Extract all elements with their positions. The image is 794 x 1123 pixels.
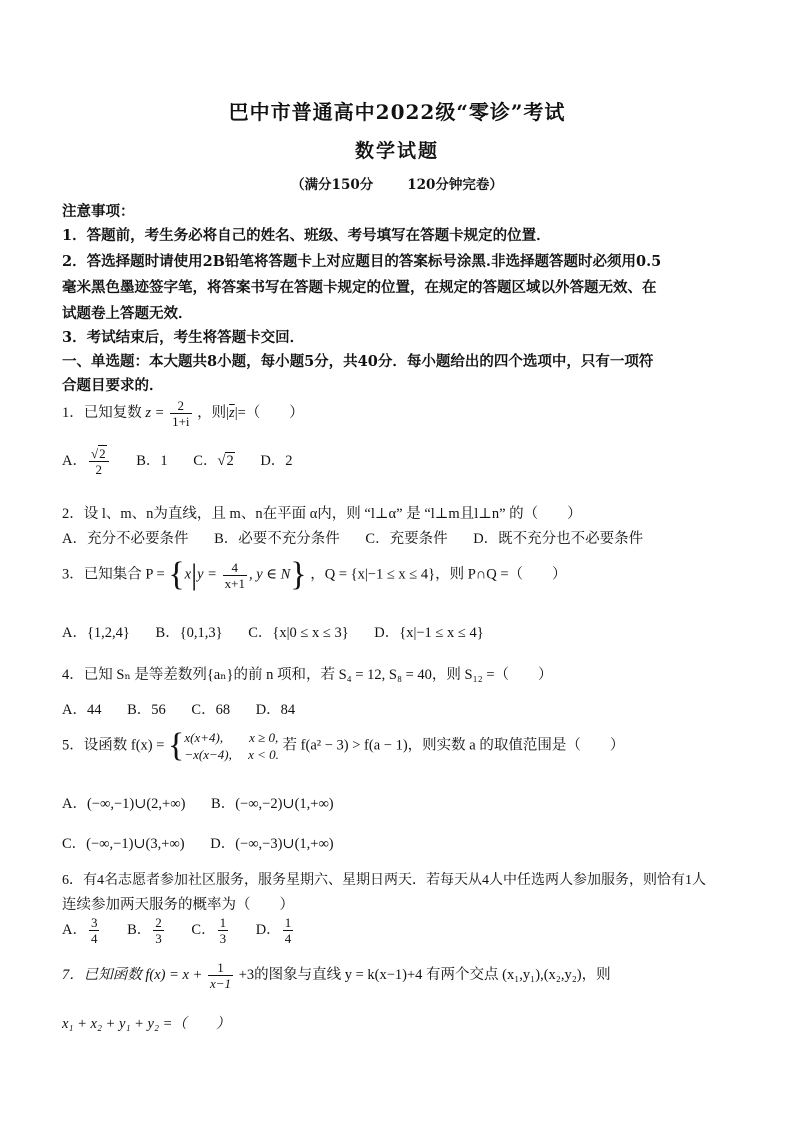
q1-fraction: $\frac{2}{1+i}$ xyxy=(172,398,190,429)
q1-option-d: D．2 xyxy=(260,452,293,469)
q5-option-b: B．(−∞,−2)∪(1,+∞) xyxy=(211,796,334,812)
section-heading-cont: 合题目要求的． xyxy=(62,377,164,394)
question-5: 5．设函数 f(x) = { x(x+4), x ≥ 0, −x(x−4), x < 0. 若 f(a² − 3) > f(a − 1)，则实数 a 的取值范围是（ ） xyxy=(62,727,625,764)
exam-title: 巴中市普通高中2022级“零诊”考试 xyxy=(228,100,566,124)
q1-option-b: B．1 xyxy=(136,452,168,469)
question-2: 2．设 l、m、n为直线，且 m、n在平面 α内，则 “l⊥α” 是 “l⊥m且l⊥n” 的（ ） xyxy=(62,506,582,522)
notice-item-2-cont: 毫米黑色墨迹签字笔，将答案书写在答题卡规定的位置，在规定的答题区域以外答题无效、在 xyxy=(62,279,657,296)
notice-item-3: 3．考试结束后，考生将答题卡交回． xyxy=(62,329,305,346)
q2-option-b: B．必要不充分条件 xyxy=(214,531,340,547)
question-5-options-row2 xyxy=(62,832,742,853)
notice-item-2-end: 试题卷上答题无效． xyxy=(62,305,193,322)
q1-option-a: A． $\frac{√2}{2}$ xyxy=(62,446,111,477)
q5-option-c: C．(−∞,−1)∪(3,+∞) xyxy=(62,836,185,852)
q2-option-a: A．充分不必要条件 xyxy=(62,531,189,547)
q2-option-c: C．充要条件 xyxy=(365,531,448,547)
q2-option-d: D．既不充分也不必要条件 xyxy=(473,531,644,547)
q6-option-d: D． $\frac{1}{4}$ xyxy=(255,915,292,946)
question-6-cont: 连续参加两天服务的概率为（ ） xyxy=(62,897,294,913)
q6-option-b: B． $\frac{2}{3}$ xyxy=(127,915,162,946)
question-3: 3．已知集合 P = {x|y = $\frac{4}{x+1}$ , y ∈ N} ，Q = {x|−1 ≤ x ≤ 4}，则 P∩Q =（ ） xyxy=(62,556,567,593)
q3-fraction: $\frac{4}{x+1}$ xyxy=(224,559,245,591)
question-4: 4．已知 Sₙ 是等差数列{aₙ}的前 n 项和，若 S₄ = 12, S₈ = 40，则 S₁₂ =（ ） xyxy=(62,667,553,683)
section-heading: 一、单选题：本大题共8小题，每小题5分，共40分．每小题给出的四个选项中，只有一项符 xyxy=(62,353,654,370)
question-5-options-row1 xyxy=(62,792,742,813)
q1-option-c: C．√2 xyxy=(193,452,234,469)
question-1-options xyxy=(62,446,742,477)
q5-option-d: D．(−∞,−3)∪(1,+∞) xyxy=(210,836,334,852)
q4-option-d: D．84 xyxy=(255,702,296,718)
q3-option-d: D．{x|−1 ≤ x ≤ 4} xyxy=(374,625,484,641)
question-6: 6．有4名志愿者参加社区服务，服务星期六、星期日两天．若每天从4人中任选两人参加服务，则恰有1人 xyxy=(62,873,706,888)
question-3-options xyxy=(62,621,742,642)
q3-option-a: A．{1,2,4} xyxy=(62,625,130,641)
question-7-cont: x₁ + x₂ + y₁ + y₂ =（ ） xyxy=(62,1016,231,1032)
q3-option-c: C．{x|0 ≤ x ≤ 3} xyxy=(248,625,349,641)
subject-title: 数学试题 xyxy=(354,140,439,162)
question-4-options xyxy=(62,698,742,719)
q6-option-a: A． $\frac{3}{4}$ xyxy=(62,915,98,946)
q5-piecewise: x(x+4), x ≥ 0, −x(x−4), x < 0. xyxy=(184,730,279,762)
q7-fraction: $\frac{1}{x-1}$ xyxy=(210,960,232,991)
question-7: 7．已知函数 f(x) = x + $\frac{1}{x-1}$ +3的图象与直线 y = k(x−1)+4 有两个交点 (x₁,y₁),(x₂,y₂)，则 xyxy=(62,960,611,991)
full-score: （满分150分 xyxy=(291,177,374,193)
notice-heading: 注意事项： xyxy=(62,203,135,220)
q4-option-a: A．44 xyxy=(62,702,102,718)
q3-option-b: B．{0,1,3} xyxy=(155,625,223,641)
score-time-line xyxy=(0,173,794,193)
q6-option-c: C． $\frac{1}{3}$ xyxy=(191,915,227,946)
q5-option-a: A．(−∞,−1)∪(2,+∞) xyxy=(62,796,186,812)
q4-option-b: B．56 xyxy=(127,702,166,718)
time-limit: 120分钟完卷） xyxy=(407,177,503,193)
question-1: 1．已知复数 z = $\frac{2}{1+i}$ ，则$|\overline{z}|=$（ ） xyxy=(62,398,304,429)
notice-item-2: 2．答选择题时请使用2B铅笔将答题卡上对应题目的答案标号涂黑.非选择题答题时必须用0.5 xyxy=(62,253,662,270)
question-6-options xyxy=(62,915,742,946)
notice-item-1: 1．答题前，考生务必将自己的姓名、班级、考号填写在答题卡规定的位置． xyxy=(62,227,551,244)
q4-option-c: C．68 xyxy=(191,702,231,718)
question-2-options xyxy=(62,527,742,548)
